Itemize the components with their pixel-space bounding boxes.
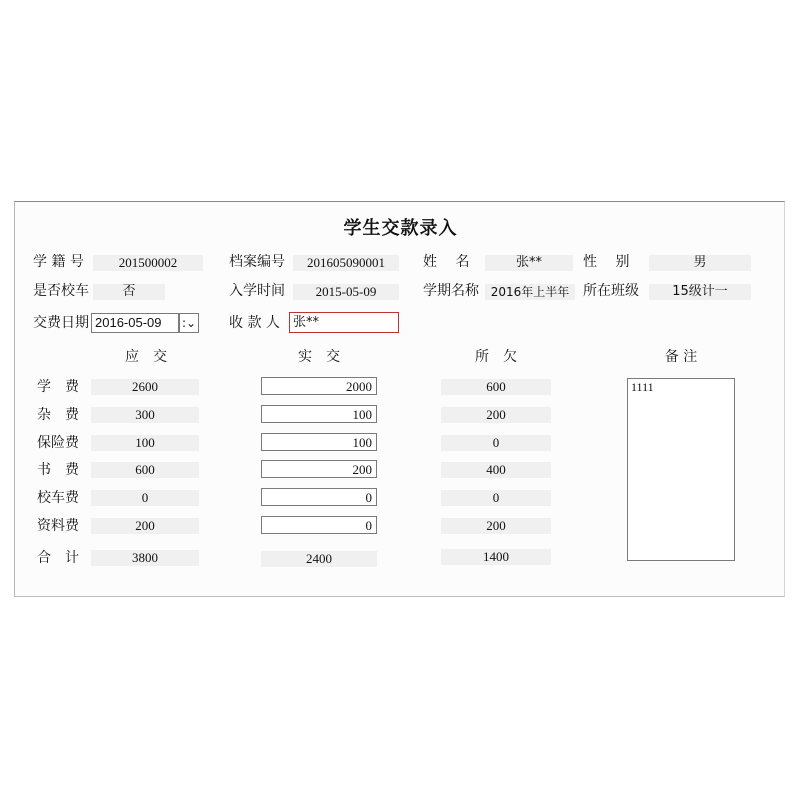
fee-row-label-insurance: 保险费: [37, 435, 79, 451]
class-label: 所在班级: [583, 283, 639, 299]
term-label: 学期名称: [423, 283, 479, 299]
payee-label: 收 款 人: [229, 315, 280, 331]
fee-owed-misc: 200: [441, 407, 551, 423]
fee-owed-insurance: 0: [441, 435, 551, 451]
total-paid: 2400: [261, 551, 377, 567]
gender-value: 男: [649, 255, 751, 271]
fee-owed-bus: 0: [441, 490, 551, 506]
fee-paid-input-materials[interactable]: 0: [261, 516, 377, 534]
fee-owed-books: 400: [441, 462, 551, 478]
fee-due-materials: 200: [91, 518, 199, 534]
total-due: 3800: [91, 550, 199, 566]
column-header-remark: 备 注: [664, 349, 698, 365]
class-value: 15级计一: [649, 284, 751, 300]
fee-due-tuition: 2600: [91, 379, 199, 395]
fee-row-label-tuition: 学 费: [37, 379, 79, 395]
name-label: 姓 名: [423, 254, 470, 270]
student-id-label: 学 籍 号: [33, 254, 84, 270]
column-header-paid: 实 交: [298, 349, 340, 365]
fee-owed-materials: 200: [441, 518, 551, 534]
remark-textarea[interactable]: 1111: [627, 378, 735, 561]
fee-row-label-misc: 杂 费: [37, 407, 79, 423]
enroll-date-value: 2015-05-09: [293, 284, 399, 300]
total-owed: 1400: [441, 549, 551, 565]
fee-paid-input-misc[interactable]: 100: [261, 405, 377, 423]
fee-owed-tuition: 600: [441, 379, 551, 395]
school-bus-value: 否: [93, 284, 165, 300]
form-title: 学生交款录入: [343, 218, 458, 239]
fee-paid-input-bus[interactable]: 0: [261, 488, 377, 506]
fee-due-books: 600: [91, 462, 199, 478]
fee-due-insurance: 100: [91, 435, 199, 451]
enroll-date-label: 入学时间: [229, 283, 285, 299]
total-label: 合 计: [37, 550, 79, 566]
payee-input[interactable]: 张**: [289, 312, 399, 333]
fee-row-label-materials: 资料费: [37, 518, 79, 534]
fee-paid-input-tuition[interactable]: 2000: [261, 377, 377, 395]
archive-no-label: 档案编号: [229, 254, 285, 270]
fee-due-bus: 0: [91, 490, 199, 506]
pay-date-label: 交费日期: [33, 315, 89, 331]
column-header-owed: 所 欠: [475, 349, 517, 365]
school-bus-label: 是否校车: [33, 283, 89, 299]
fee-paid-input-insurance[interactable]: 100: [261, 433, 377, 451]
payment-form-panel: [14, 201, 785, 597]
name-value: 张**: [485, 255, 573, 271]
fee-paid-input-books[interactable]: 200: [261, 460, 377, 478]
column-header-due: 应 交: [125, 349, 167, 365]
fee-row-label-bus: 校车费: [37, 490, 79, 506]
student-id-value: 201500002: [93, 255, 203, 271]
fee-row-label-books: 书 费: [37, 462, 79, 478]
pay-date-picker-button[interactable]: [179, 313, 199, 333]
fee-due-misc: 300: [91, 407, 199, 423]
pay-date-input[interactable]: 2016-05-09: [91, 313, 179, 333]
gender-label: 性 别: [583, 254, 630, 270]
term-value: 2016年上半年: [485, 284, 575, 300]
chevron-down-icon: :⌄: [181, 316, 197, 330]
archive-no-value: 201605090001: [293, 255, 399, 271]
